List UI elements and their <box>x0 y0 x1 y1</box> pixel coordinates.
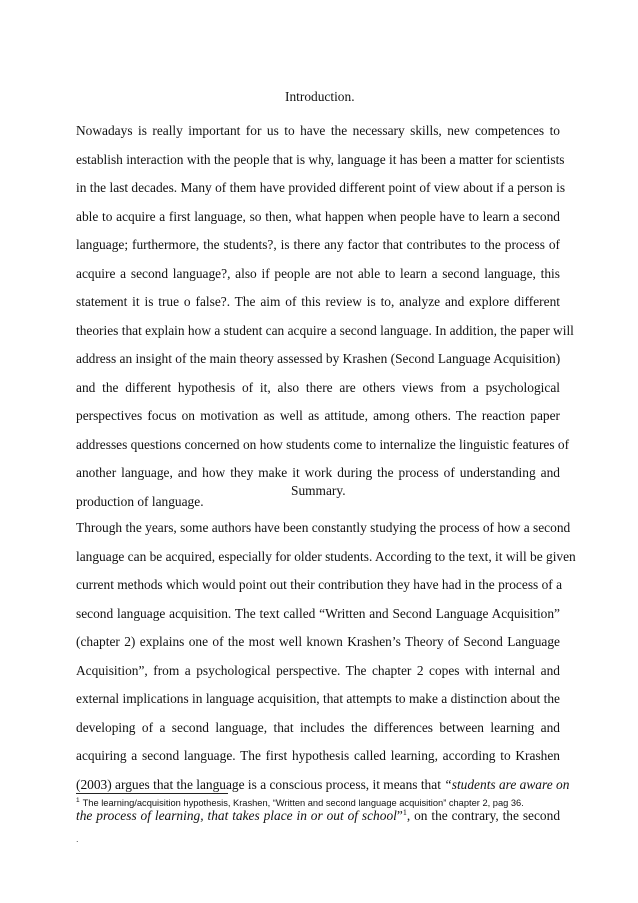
text-line: theories that explain how a student can acquire a second language. In addition, the paper will <box>76 322 574 338</box>
text-line: perspectives focus on motivation as well as attitude, among others. The reaction paper <box>76 408 560 423</box>
footnote-separator <box>76 793 228 794</box>
text-line: Nowadays is really important for us to have the necessary skills, new competences to <box>76 123 560 138</box>
text-line: (chapter 2) explains one of the most well known Krashen’s Theory of Second Language <box>76 634 560 649</box>
page-mark: . <box>76 834 79 844</box>
text-line: second language acquisition. The text called “Written and Second Language Acquisition” <box>76 605 560 621</box>
quote-italic: “students are aware on <box>444 776 570 792</box>
text-line: addresses questions concerned on how students come to internalize the linguistic features of <box>76 436 570 452</box>
text-line: Through the years, some authors have been constantly studying the process of how a second <box>76 520 571 535</box>
text-line: language; furthermore, the students?, is there any factor that contributes to the process of <box>76 237 560 252</box>
footnote-reference: 1 <box>402 808 407 817</box>
text-run: , on the contrary, the second <box>406 808 561 823</box>
text-run: (2003) argues that the language is a conscious process, it means that <box>76 776 445 792</box>
quote-italic: the process of learning, that takes place in or out of school <box>76 808 397 823</box>
text-line: production of language. <box>76 493 204 509</box>
text-line: statement it is true o false?. The aim of this review is to, analyze and explore different <box>76 294 560 309</box>
footnote-text: The learning/acquisition hypothesis, Krashen, “Written and second language acquisition” chapter 2, pag 36. <box>82 798 524 808</box>
text-line: address an insight of the main theory assessed by Krashen (Second Language Acquisition) <box>76 351 561 366</box>
text-line: developing of a second language, that includes the differences between learning and <box>76 719 560 735</box>
text-line: Acquisition”, from a psychological perspective. The chapter 2 copes with internal and <box>76 662 560 678</box>
footnote <box>76 797 576 808</box>
text-line: able to acquire a first language, so then, what happen when people have to learn a second <box>76 208 560 224</box>
text-line: and the different hypothesis of it, also there are others views from a psychological <box>76 379 560 395</box>
summary-heading: Summary. <box>291 483 346 498</box>
text-line: another language, and how they make it work during the process of understanding and <box>76 465 560 480</box>
introduction-heading: Introduction. <box>285 89 355 104</box>
text-line: language can be acquired, especially for older students. According to the text, it will be given <box>76 548 576 564</box>
text-line: establish interaction with the people that is why, language it has been a matter for scientists <box>76 151 565 167</box>
text-line: acquire a second language?, also if people are not able to learn a second language, this <box>76 265 560 281</box>
text-line: external implications in language acquisition, that attempts to make a distinction about the <box>76 691 560 706</box>
footnote-number: 1 <box>76 797 80 804</box>
text-line: acquiring a second language. The first hypothesis called learning, according to Krashen <box>76 748 560 763</box>
text-line: in the last decades. Many of them have provided different point of view about if a person is <box>76 180 566 195</box>
closing-quote: ” <box>396 808 403 823</box>
text-line: current methods which would point out their contribution they have had in the process of a <box>76 577 563 592</box>
